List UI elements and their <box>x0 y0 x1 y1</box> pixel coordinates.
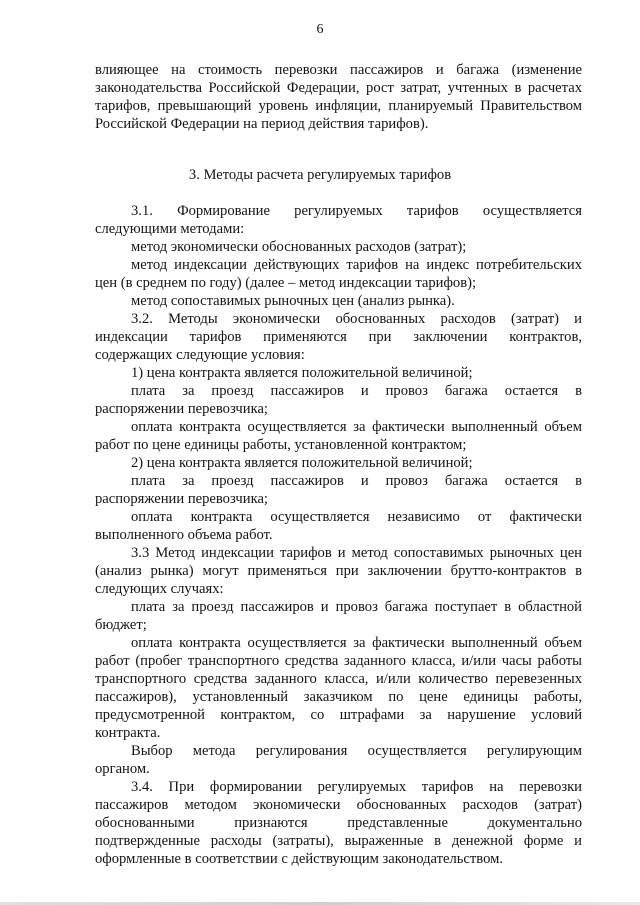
text-line: выполненного объема работ. <box>95 527 273 543</box>
text-line: плата за проезд пассажиров и провоз багажа остается в <box>131 383 582 399</box>
text-line: работ по цене единицы работы, установленной контрактом; <box>95 437 467 453</box>
text-line: 3.1. Формирование регулируемых тарифов осуществляется <box>131 203 582 219</box>
text-line: влияющее на стоимость перевозки пассажиров и багажа (изменение <box>95 62 582 78</box>
text-line: Выбор метода регулирования осуществляется регулирующим <box>131 743 582 759</box>
text-line: следующими методами: <box>95 221 245 237</box>
text-line: работ (пробег транспортного средства заданного класса, и/или часы работы <box>95 653 582 669</box>
text-line: плата за проезд пассажиров и провоз багажа поступает в областной <box>131 599 582 615</box>
text-line: распоряжении перевозчика; <box>95 491 268 507</box>
text-line: пассажиров методом экономически обоснованных расходов (затрат) <box>95 797 582 813</box>
text-line: оформленные в соответствии с действующим законодательством. <box>95 851 503 867</box>
text-line: метод сопоставимых рыночных цен (анализ рынка). <box>131 293 455 309</box>
text-line: оплата контракта осуществляется за фактически выполненный объем <box>131 419 582 435</box>
text-line: 2) цена контракта является положительной величиной; <box>131 455 473 471</box>
text-line: транспортного средства заданного класса, и/или количество перевезенных <box>95 671 582 687</box>
text-line: контракта. <box>95 725 161 741</box>
text-line: (анализ рынка) могут применяться при заключении брутто-контрактов в <box>95 563 582 579</box>
text-line: законодательства Российской Федерации, рост затрат, учтенных в расчетах <box>95 80 582 96</box>
text-line: метод индексации действующих тарифов на индекс потребительских <box>131 257 582 273</box>
text-line: оплата контракта осуществляется независимо от фактически <box>131 509 582 525</box>
text-line: распоряжении перевозчика; <box>95 401 268 417</box>
text-line: обоснованными признаются представленные документально <box>95 815 582 831</box>
text-line: тарифов, превышающий уровень инфляции, планируемый Правительством <box>95 98 582 114</box>
text-line: метод экономически обоснованных расходов (затрат); <box>131 239 467 255</box>
text-line: 3.2. Методы экономически обоснованных расходов (затрат) и <box>131 311 582 327</box>
text-line: 3.4. При формировании регулируемых тарифов на перевозки <box>131 779 582 795</box>
text-line: предусмотренной контрактом, со штрафами за нарушение условий <box>95 707 582 723</box>
text-line: 1) цена контракта является положительной величиной; <box>131 365 473 381</box>
text-line: пассажиров), установленный заказчиком по цене единицы работы, <box>95 689 582 705</box>
text-line: содержащих следующие условия: <box>95 347 305 363</box>
text-line: следующих случаях: <box>95 581 224 597</box>
text-line: плата за проезд пассажиров и провоз багажа остается в <box>131 473 582 489</box>
text-line: оплата контракта осуществляется за фактически выполненный объем <box>131 635 582 651</box>
text-line: индексации тарифов применяются при заключении контрактов, <box>95 329 582 345</box>
section-heading: 3. Методы расчета регулируемых тарифов <box>188 167 452 183</box>
text-line: органом. <box>95 761 150 777</box>
text-line: 3.3 Метод индексации тарифов и метод сопоставимых рыночных цен <box>131 545 582 561</box>
text-line: подтвержденные расходы (затраты), выраженные в денежной форме и <box>95 833 582 849</box>
text-line: бюджет; <box>95 617 147 633</box>
page-number: 6 <box>316 22 324 37</box>
text-line: цен (в среднем по году) (далее – метод индексации тарифов); <box>95 275 477 291</box>
text-line: Российской Федерации на период действия тарифов). <box>95 116 429 132</box>
